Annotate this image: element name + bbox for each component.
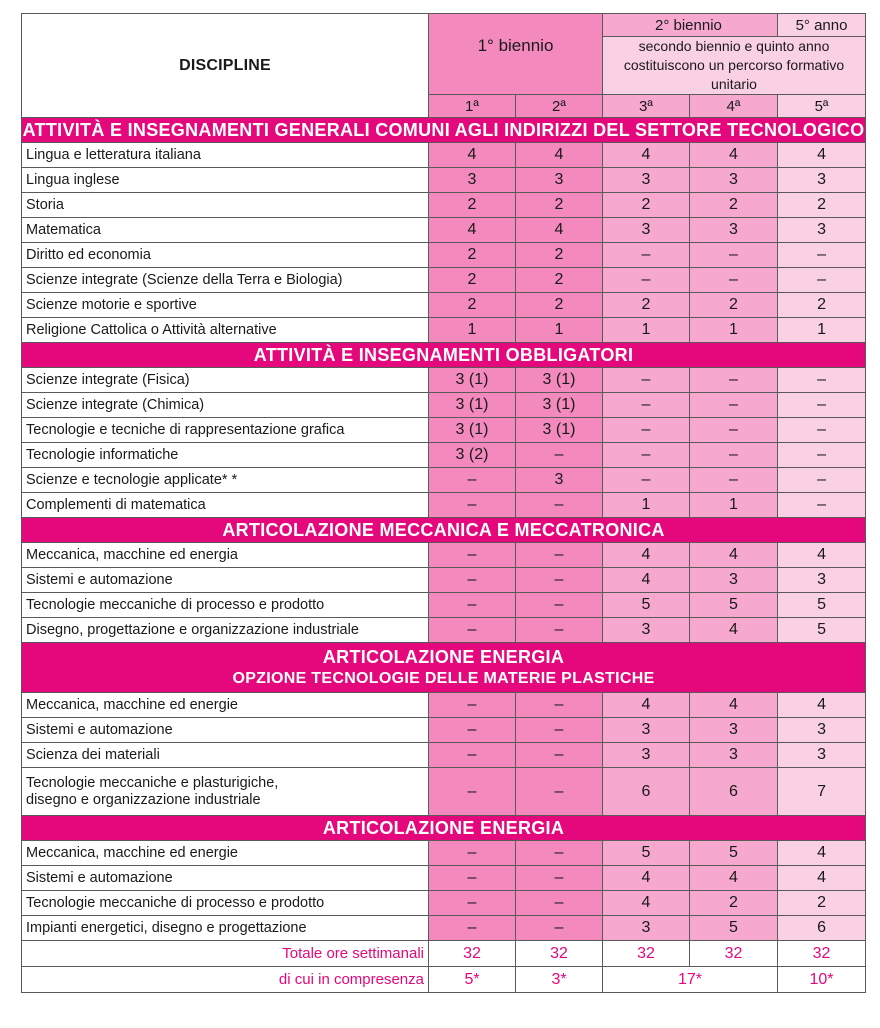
hours-cell: 2 bbox=[516, 193, 603, 218]
section-subtitle: OPZIONE TECNOLOGIE DELLE MATERIE PLASTICHE bbox=[232, 669, 655, 687]
discipline-name: Meccanica, macchine ed energia bbox=[22, 543, 429, 568]
hours-cell: 2 bbox=[429, 293, 516, 318]
hours-cell: – bbox=[516, 866, 603, 891]
hours-cell: 1 bbox=[603, 493, 690, 518]
total-value: 32 bbox=[690, 941, 778, 967]
hours-cell: 5 bbox=[603, 841, 690, 866]
hours-cell: 2 bbox=[690, 193, 778, 218]
hours-cell: – bbox=[429, 618, 516, 643]
hours-cell: – bbox=[429, 916, 516, 941]
compresenza-value: 5* bbox=[429, 967, 516, 993]
hours-cell: – bbox=[778, 368, 866, 393]
hours-cell: 2 bbox=[516, 293, 603, 318]
hours-cell: 4 bbox=[690, 543, 778, 568]
hours-cell: – bbox=[516, 891, 603, 916]
hours-cell: 4 bbox=[778, 693, 866, 718]
hours-cell: 4 bbox=[690, 143, 778, 168]
hours-cell: 4 bbox=[516, 143, 603, 168]
discipline-row bbox=[22, 543, 866, 568]
discipline-row bbox=[22, 368, 866, 393]
hours-cell: – bbox=[429, 693, 516, 718]
hours-cell: – bbox=[603, 418, 690, 443]
discipline-name: Scienze integrate (Fisica) bbox=[22, 368, 429, 393]
discipline-name: Scienze integrate (Scienze della Terra e Biologia) bbox=[22, 268, 429, 293]
discipline-row bbox=[22, 493, 866, 518]
hours-cell: 5 bbox=[690, 916, 778, 941]
hours-cell: – bbox=[429, 841, 516, 866]
header-secondo-biennio: 2° biennio bbox=[603, 14, 778, 37]
compresenza-row bbox=[22, 967, 866, 993]
discipline-row bbox=[22, 193, 866, 218]
hours-cell: 3 bbox=[778, 743, 866, 768]
discipline-name: Tecnologie meccaniche di processo e prodotto bbox=[22, 593, 429, 618]
header-year: 4ª bbox=[690, 95, 778, 118]
hours-cell: – bbox=[690, 368, 778, 393]
section-title-cell bbox=[22, 643, 866, 693]
hours-cell: 7 bbox=[778, 768, 866, 816]
hours-cell: 4 bbox=[778, 866, 866, 891]
discipline-name: Meccanica, macchine ed energie bbox=[22, 693, 429, 718]
hours-cell: – bbox=[429, 743, 516, 768]
hours-cell: 5 bbox=[778, 618, 866, 643]
discipline-name-line: Tecnologie meccaniche e plasturigiche, bbox=[26, 774, 279, 791]
hours-cell: – bbox=[603, 243, 690, 268]
total-value: 32 bbox=[778, 941, 866, 967]
hours-cell: – bbox=[603, 368, 690, 393]
hours-cell: 2 bbox=[778, 891, 866, 916]
discipline-name: Impianti energetici, disegno e progettazione bbox=[22, 916, 429, 941]
hours-cell: 3 bbox=[690, 218, 778, 243]
discipline-name: Diritto ed economia bbox=[22, 243, 429, 268]
compresenza-value: 17* bbox=[677, 970, 703, 988]
hours-cell: 6 bbox=[778, 916, 866, 941]
hours-cell: – bbox=[516, 693, 603, 718]
hours-cell: – bbox=[603, 468, 690, 493]
hours-cell: – bbox=[603, 268, 690, 293]
hours-cell: 3 bbox=[778, 168, 866, 193]
discipline-name: Tecnologie meccaniche di processo e prodotto bbox=[22, 891, 429, 916]
hours-cell: 2 bbox=[516, 268, 603, 293]
discipline-row bbox=[22, 693, 866, 718]
discipline-row bbox=[22, 243, 866, 268]
discipline-row bbox=[22, 768, 866, 816]
hours-cell: 4 bbox=[603, 568, 690, 593]
hours-cell: 4 bbox=[690, 618, 778, 643]
discipline-row bbox=[22, 393, 866, 418]
discipline-name: Sistemi e automazione bbox=[22, 866, 429, 891]
hours-cell: 1 bbox=[690, 493, 778, 518]
hours-cell: 5 bbox=[778, 593, 866, 618]
discipline-row bbox=[22, 891, 866, 916]
discipline-name: Lingua e letteratura italiana bbox=[22, 143, 429, 168]
discipline-name: Tecnologie informatiche bbox=[22, 443, 429, 468]
header-year: 3ª bbox=[603, 95, 690, 118]
hours-cell: 2 bbox=[429, 243, 516, 268]
hours-cell: – bbox=[429, 593, 516, 618]
discipline-row bbox=[22, 143, 866, 168]
hours-cell: – bbox=[516, 618, 603, 643]
section-title-cell: ATTIVITÀ E INSEGNAMENTI GENERALI COMUNI AGLI INDIRIZZI DEL SETTORE TECNOLOGICO bbox=[22, 118, 866, 143]
discipline-row bbox=[22, 218, 866, 243]
hours-cell: 1 bbox=[690, 318, 778, 343]
hours-cell: 4 bbox=[603, 693, 690, 718]
hours-cell: – bbox=[429, 866, 516, 891]
hours-cell: 4 bbox=[429, 143, 516, 168]
section-header bbox=[22, 643, 866, 693]
discipline-name-line: disegno e organizzazione industriale bbox=[26, 791, 261, 808]
hours-cell: 3 bbox=[690, 168, 778, 193]
discipline-row bbox=[22, 866, 866, 891]
discipline-row bbox=[22, 168, 866, 193]
hours-cell: 2 bbox=[603, 293, 690, 318]
hours-cell: 2 bbox=[603, 193, 690, 218]
hours-cell: 3 bbox=[603, 718, 690, 743]
hours-cell: – bbox=[603, 443, 690, 468]
hours-cell: 3 bbox=[603, 743, 690, 768]
header-year: 2ª bbox=[516, 95, 603, 118]
hours-cell: – bbox=[778, 268, 866, 293]
hours-cell: – bbox=[516, 593, 603, 618]
discipline-row bbox=[22, 418, 866, 443]
discipline-row bbox=[22, 743, 866, 768]
discipline-row bbox=[22, 841, 866, 866]
hours-cell: 2 bbox=[690, 293, 778, 318]
hours-cell: – bbox=[690, 468, 778, 493]
hours-cell: 2 bbox=[429, 268, 516, 293]
hours-cell: – bbox=[429, 718, 516, 743]
hours-cell: 3 bbox=[690, 568, 778, 593]
discipline-name: Scienze motorie e sportive bbox=[22, 293, 429, 318]
discipline-row bbox=[22, 718, 866, 743]
hours-cell: – bbox=[516, 768, 603, 816]
hours-cell: – bbox=[778, 443, 866, 468]
hours-cell: 4 bbox=[603, 543, 690, 568]
curriculum-table-container bbox=[21, 13, 866, 993]
hours-cell: – bbox=[429, 543, 516, 568]
hours-cell: – bbox=[516, 443, 603, 468]
hours-cell: 2 bbox=[516, 243, 603, 268]
hours-cell: – bbox=[516, 543, 603, 568]
hours-cell: 5 bbox=[690, 841, 778, 866]
discipline-name: Scienza dei materiali bbox=[22, 743, 429, 768]
hours-cell: 4 bbox=[778, 841, 866, 866]
hours-cell: – bbox=[778, 493, 866, 518]
discipline-row bbox=[22, 593, 866, 618]
hours-cell: 3 (1) bbox=[429, 393, 516, 418]
discipline-name: Complementi di matematica bbox=[22, 493, 429, 518]
hours-cell: 3 bbox=[516, 168, 603, 193]
hours-cell: 1 bbox=[778, 318, 866, 343]
compresenza-value: 10* bbox=[778, 967, 866, 993]
discipline-name: Sistemi e automazione bbox=[22, 718, 429, 743]
hours-cell: 4 bbox=[690, 866, 778, 891]
hours-cell: 4 bbox=[516, 218, 603, 243]
hours-cell: – bbox=[429, 493, 516, 518]
hours-cell: – bbox=[778, 468, 866, 493]
hours-cell: – bbox=[690, 268, 778, 293]
hours-cell: 4 bbox=[603, 891, 690, 916]
hours-cell: 1 bbox=[429, 318, 516, 343]
discipline-name: Scienze integrate (Chimica) bbox=[22, 393, 429, 418]
hours-cell: 6 bbox=[690, 768, 778, 816]
discipline-row bbox=[22, 568, 866, 593]
totals-label: Totale ore settimanali bbox=[22, 941, 429, 967]
hours-cell: 4 bbox=[778, 543, 866, 568]
hours-cell: 1 bbox=[516, 318, 603, 343]
section-title: ARTICOLAZIONE ENERGIA bbox=[322, 646, 565, 667]
header-discipline: DISCIPLINE bbox=[22, 14, 429, 118]
total-value: 32 bbox=[516, 941, 603, 967]
hours-cell: 3 bbox=[778, 218, 866, 243]
hours-cell: 3 bbox=[690, 718, 778, 743]
hours-cell: – bbox=[690, 243, 778, 268]
discipline-row bbox=[22, 443, 866, 468]
hours-cell: 4 bbox=[778, 143, 866, 168]
total-value: 32 bbox=[603, 941, 690, 967]
discipline-name: Scienze e tecnologie applicate* * bbox=[22, 468, 429, 493]
hours-cell: 4 bbox=[429, 218, 516, 243]
compresenza-label: di cui in compresenza bbox=[22, 967, 429, 993]
discipline-name: Disegno, progettazione e organizzazione industriale bbox=[22, 618, 429, 643]
header-quinto-anno: 5° anno bbox=[778, 14, 866, 37]
header-year: 5ª bbox=[778, 95, 866, 118]
hours-cell: 3 (1) bbox=[516, 418, 603, 443]
hours-cell: 3 bbox=[603, 168, 690, 193]
hours-cell: – bbox=[429, 568, 516, 593]
discipline-row bbox=[22, 318, 866, 343]
compresenza-value: 3* bbox=[516, 967, 603, 993]
hours-cell: 4 bbox=[603, 143, 690, 168]
hours-cell: 3 (1) bbox=[429, 418, 516, 443]
hours-cell: 3 bbox=[690, 743, 778, 768]
hours-cell: 5 bbox=[603, 593, 690, 618]
hours-cell: 1 bbox=[603, 318, 690, 343]
section-title-cell: ARTICOLAZIONE ENERGIA bbox=[22, 816, 866, 841]
hours-cell: – bbox=[516, 841, 603, 866]
section-header bbox=[22, 518, 866, 543]
discipline-name: Sistemi e automazione bbox=[22, 568, 429, 593]
discipline-name: Lingua inglese bbox=[22, 168, 429, 193]
header-percorso-note: secondo biennio e quinto anno costituiscono un percorso formativo unitario bbox=[603, 37, 866, 95]
discipline-name: Storia bbox=[22, 193, 429, 218]
hours-cell: 3 (1) bbox=[429, 368, 516, 393]
hours-cell: – bbox=[778, 393, 866, 418]
discipline-row bbox=[22, 268, 866, 293]
hours-cell: 6 bbox=[603, 768, 690, 816]
section-header bbox=[22, 343, 866, 368]
discipline-name bbox=[22, 768, 429, 816]
hours-cell: 3 bbox=[778, 718, 866, 743]
hours-cell: 3 (1) bbox=[516, 368, 603, 393]
discipline-row bbox=[22, 916, 866, 941]
discipline-row bbox=[22, 618, 866, 643]
hours-cell: 3 (1) bbox=[516, 393, 603, 418]
hours-cell: – bbox=[516, 718, 603, 743]
hours-cell: 2 bbox=[778, 293, 866, 318]
hours-cell: 4 bbox=[690, 693, 778, 718]
hours-cell: – bbox=[516, 743, 603, 768]
hours-cell: 3 bbox=[429, 168, 516, 193]
discipline-row bbox=[22, 293, 866, 318]
hours-cell: – bbox=[429, 468, 516, 493]
hours-cell: – bbox=[778, 243, 866, 268]
hours-cell: – bbox=[516, 493, 603, 518]
hours-cell: 2 bbox=[690, 891, 778, 916]
total-value: 32 bbox=[429, 941, 516, 967]
hours-cell: – bbox=[690, 443, 778, 468]
hours-cell: 3 bbox=[603, 618, 690, 643]
totals-row bbox=[22, 941, 866, 967]
hours-cell: 3 bbox=[516, 468, 603, 493]
discipline-name: Tecnologie e tecniche di rappresentazione grafica bbox=[22, 418, 429, 443]
section-header bbox=[22, 816, 866, 841]
hours-cell: – bbox=[690, 393, 778, 418]
hours-cell: 3 bbox=[778, 568, 866, 593]
section-header bbox=[22, 118, 866, 143]
discipline-row bbox=[22, 468, 866, 493]
hours-cell: – bbox=[690, 418, 778, 443]
discipline-name: Meccanica, macchine ed energie bbox=[22, 841, 429, 866]
hours-cell: – bbox=[429, 768, 516, 816]
hours-cell: – bbox=[603, 393, 690, 418]
curriculum-table bbox=[21, 13, 866, 993]
section-title-cell: ATTIVITÀ E INSEGNAMENTI OBBLIGATORI bbox=[22, 343, 866, 368]
hours-cell: 2 bbox=[778, 193, 866, 218]
header-year: 1ª bbox=[429, 95, 516, 118]
section-title-cell: ARTICOLAZIONE MECCANICA E MECCATRONICA bbox=[22, 518, 866, 543]
hours-cell: 2 bbox=[429, 193, 516, 218]
hours-cell: 3 bbox=[603, 916, 690, 941]
hours-cell: – bbox=[429, 891, 516, 916]
hours-cell: – bbox=[516, 568, 603, 593]
hours-cell: 3 (2) bbox=[429, 443, 516, 468]
hours-cell: 4 bbox=[603, 866, 690, 891]
header-primo-biennio: 1° biennio bbox=[429, 14, 603, 95]
discipline-name: Religione Cattolica o Attività alternative bbox=[22, 318, 429, 343]
hours-cell: – bbox=[516, 916, 603, 941]
discipline-name: Matematica bbox=[22, 218, 429, 243]
hours-cell: – bbox=[778, 418, 866, 443]
hours-cell: 5 bbox=[690, 593, 778, 618]
hours-cell: 3 bbox=[603, 218, 690, 243]
